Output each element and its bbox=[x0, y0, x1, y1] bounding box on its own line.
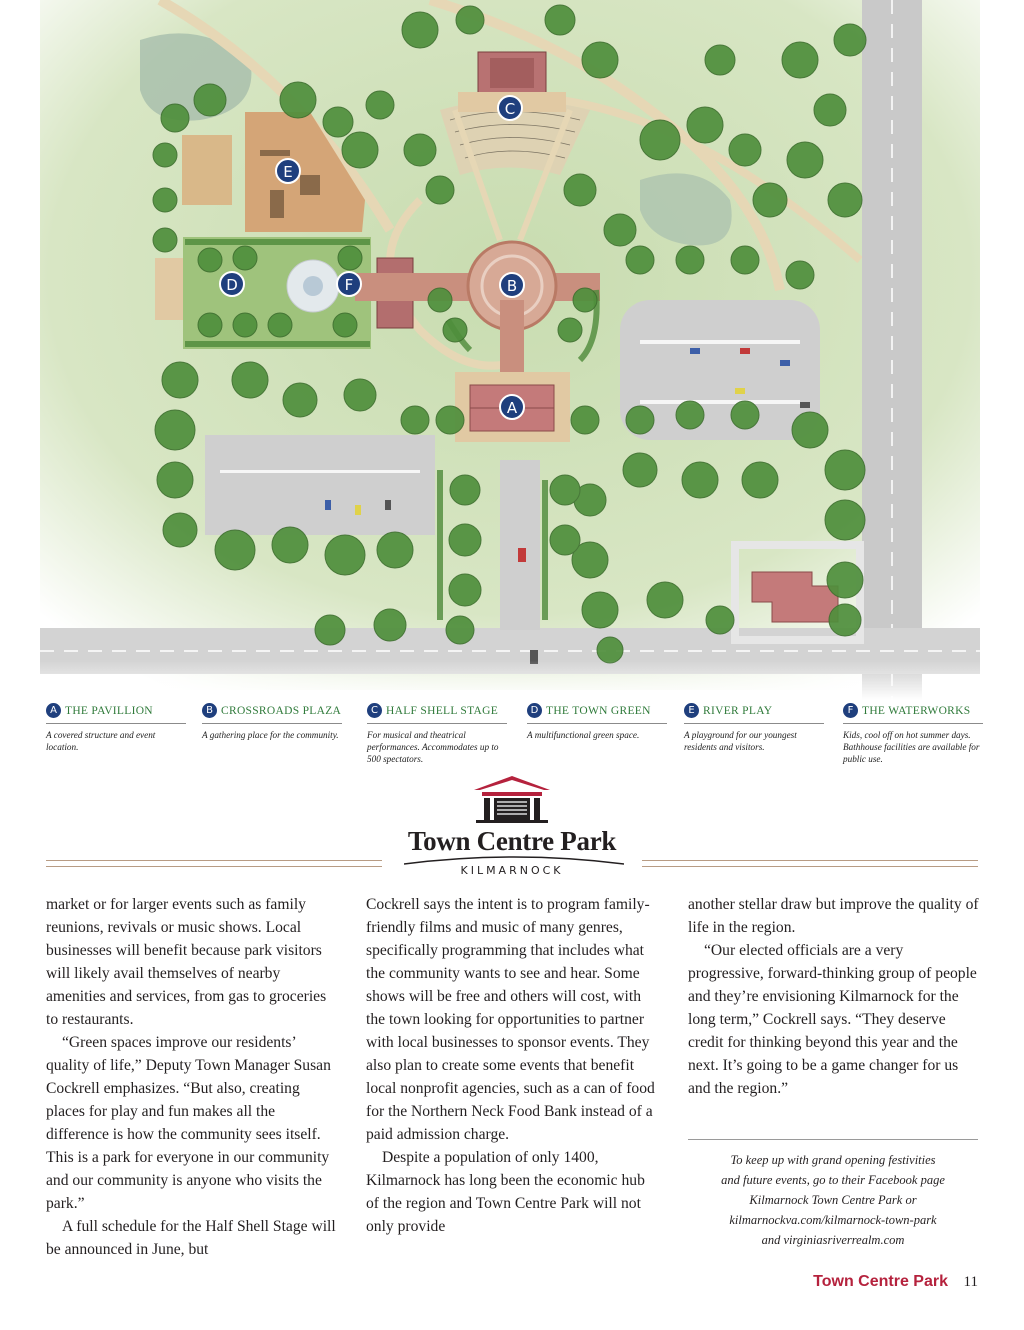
svg-text:E: E bbox=[283, 163, 293, 181]
paragraph: market or for larger events such as family reunions, revivals or music shows. Local businesses will benefit because park visitors will likely avail themselves of nearby amenities and services, from gas to groceries to restaurants. bbox=[46, 896, 327, 1028]
info-sidebar bbox=[688, 1150, 978, 1250]
marker-c bbox=[498, 96, 522, 120]
article-column-3 bbox=[688, 893, 980, 1100]
article-column-1 bbox=[46, 893, 338, 1261]
paragraph: “Green spaces improve our residents’ quality of life,” Deputy Town Manager Susan Cockrell emphasizes. “But also, creating places for play and fun makes all the difference is how the community sees itself. This is a park for everyone in our community and our community is anyone who visits the park.” bbox=[46, 1034, 331, 1212]
legend-item-waterworks bbox=[843, 702, 983, 765]
legend-description: A covered structure and event location. bbox=[46, 730, 156, 752]
svg-text:C: C bbox=[504, 100, 516, 118]
legend-title: THE WATERWORKS bbox=[862, 704, 971, 717]
svg-text:B: B bbox=[506, 277, 518, 295]
paragraph: “Our elected officials are a very progressive, forward-thinking group of people and they’re envisioning Kilmarnock for the long term,” Cockrell says. “They deserve credit for thinking beyond this year and the next. It’s going to be a game changer for us and the region.” bbox=[688, 942, 977, 1097]
article-column-2 bbox=[366, 893, 658, 1238]
sidebar-divider bbox=[688, 1139, 978, 1140]
sidebar-line: and future events, go to their Facebook page bbox=[721, 1173, 945, 1187]
logo-subtitle: KILMARNOCK bbox=[460, 864, 564, 877]
paragraph: A full schedule for the Half Shell Stage will be announced in June, but bbox=[46, 1218, 336, 1258]
town-centre-park-logo bbox=[384, 772, 640, 882]
legend-badge: A bbox=[46, 703, 61, 718]
logo-pavilion-icon bbox=[470, 772, 554, 824]
sidebar-line: kilmarnockva.com/kilmarnock-town-park bbox=[729, 1213, 937, 1227]
marker-d bbox=[220, 272, 244, 296]
sidebar-line: and virginiasriverrealm.com bbox=[761, 1233, 905, 1247]
logo-title: Town Centre Park bbox=[407, 826, 617, 856]
legend-item-pavillion bbox=[46, 702, 186, 753]
legend-description: Kids, cool off on hot summer days. Bathhouse facilities are available for public use. bbox=[843, 730, 980, 764]
legend-title: THE PAVILLION bbox=[65, 704, 153, 717]
map-legend bbox=[46, 702, 986, 772]
marker-f bbox=[337, 272, 361, 296]
footer-section-name: Town Centre Park bbox=[813, 1273, 948, 1290]
divider-rule-right bbox=[642, 860, 978, 867]
divider-rule-left bbox=[46, 860, 382, 867]
parking-lot bbox=[205, 435, 435, 535]
legend-item-half-shell-stage bbox=[367, 702, 507, 765]
sidebar-line: To keep up with grand opening festivities bbox=[730, 1153, 936, 1167]
sidebar-line: Kilmarnock Town Centre Park or bbox=[749, 1193, 917, 1207]
legend-title: CROSSROADS PLAZA bbox=[221, 704, 342, 717]
legend-title: RIVER PLAY bbox=[703, 704, 773, 717]
legend-item-town-green bbox=[527, 702, 667, 741]
legend-badge: B bbox=[202, 703, 217, 718]
legend-title: THE TOWN GREEN bbox=[546, 704, 651, 717]
svg-text:D: D bbox=[226, 276, 238, 294]
legend-badge: E bbox=[684, 703, 699, 718]
legend-title: HALF SHELL STAGE bbox=[386, 704, 499, 717]
legend-item-crossroads-plaza bbox=[202, 702, 342, 741]
paragraph: Despite a population of only 1400, Kilmarnock has long been the economic hub of the region and Town Centre Park will not only provide bbox=[366, 1149, 645, 1235]
paragraph: Cockrell says the intent is to program family-friendly films and music of many genres, specifically programming that includes what the community wants to see and hear. Some shows will be free and others will cost, with the town looking for opportunities to partner with local businesses to sponsor events. They also plan to create some events that benefit local nonprofit agencies, such as a can of food for the Northern Neck Food Bank instead of a paid admission charge. bbox=[366, 896, 655, 1143]
legend-badge: F bbox=[843, 703, 858, 718]
marker-e bbox=[276, 159, 300, 183]
legend-description: For musical and theatrical performances. Accommodates up to 500 spectators. bbox=[367, 730, 499, 764]
legend-badge: D bbox=[527, 703, 542, 718]
svg-text:A: A bbox=[506, 399, 518, 417]
legend-badge: C bbox=[367, 703, 382, 718]
legend-description: A playground for our youngest residents and visitors. bbox=[684, 730, 797, 752]
legend-description: A multifunctional green space. bbox=[527, 730, 640, 740]
marker-a bbox=[500, 395, 524, 419]
legend-description: A gathering place for the community. bbox=[202, 730, 339, 740]
paragraph: another stellar draw but improve the quality of life in the region. bbox=[688, 896, 979, 936]
svg-text:F: F bbox=[344, 276, 354, 294]
legend-item-river-play bbox=[684, 702, 824, 753]
page-number: 11 bbox=[963, 1274, 978, 1290]
marker-b bbox=[500, 273, 524, 297]
